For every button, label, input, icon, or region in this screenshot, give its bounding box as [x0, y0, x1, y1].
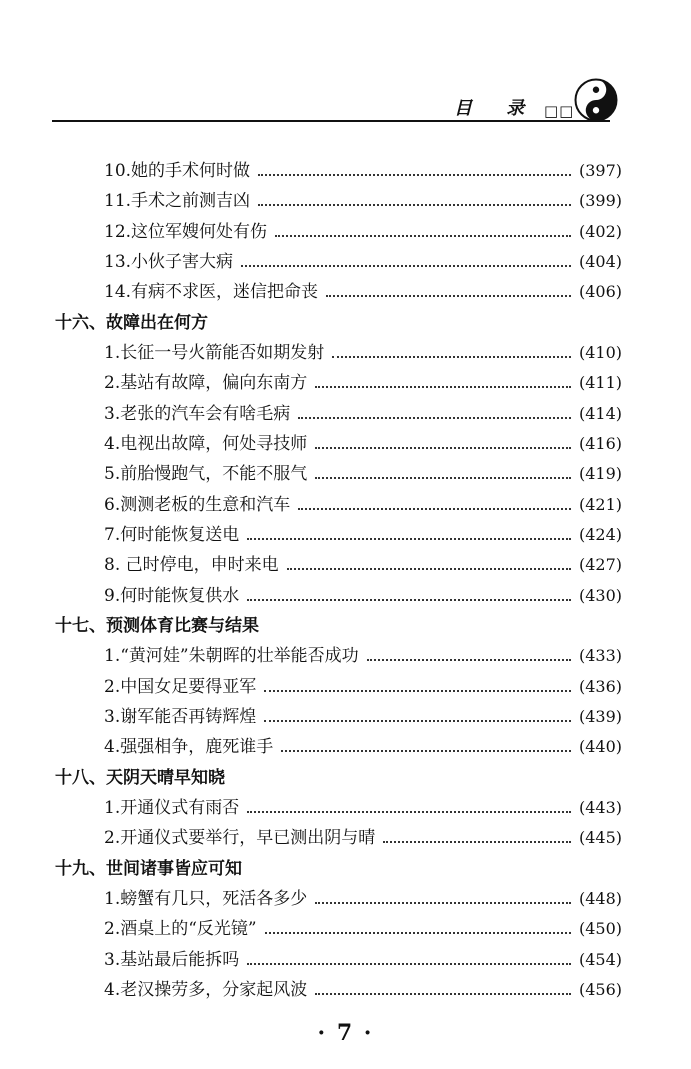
toc-entry: [104, 341, 622, 365]
entry-title: 13.小伙子害大病: [104, 252, 234, 272]
dot-leader: [315, 900, 571, 904]
entry-title: 1.螃蟹有几只，死活各多少: [104, 889, 308, 909]
entry-title: 10.她的手术何时做: [104, 161, 251, 181]
toc-entry: [104, 796, 622, 820]
entry-page: (402): [578, 222, 622, 241]
dot-leader: [315, 475, 571, 479]
toc-section-heading: [55, 766, 615, 790]
entry-title: 4.强强相争，鹿死谁手: [104, 737, 274, 757]
entry-page: (433): [578, 646, 622, 665]
entry-title: 1.开通仪式有雨否: [104, 798, 240, 818]
dot-leader: [383, 839, 571, 843]
toc-entry: [104, 553, 622, 577]
entry-title: 14.有病不求医，迷信把命丧: [104, 282, 319, 302]
dot-leader: [332, 354, 571, 358]
entry-page: (439): [578, 707, 622, 726]
entry-title: 2.开通仪式要举行，早已测出阴与晴: [104, 828, 376, 848]
header-placeholder-boxes: □□: [544, 102, 575, 120]
entry-page: (445): [578, 828, 622, 847]
entry-page: (411): [578, 373, 622, 392]
dot-leader: [258, 202, 571, 206]
entry-title: 12.这位军嫂何处有伤: [104, 222, 268, 242]
entry-title: 8. 己时停电，申时来电: [104, 555, 279, 575]
dot-leader: [258, 172, 571, 176]
toc-entry: [104, 826, 622, 850]
entry-title: 11.手术之前测吉凶: [104, 191, 251, 211]
toc-section-heading: [55, 614, 615, 638]
toc-entry: [104, 917, 622, 941]
entry-page: (443): [578, 798, 622, 817]
entry-page: (421): [578, 495, 622, 514]
section-title: 十七、预测体育比赛与结果: [55, 616, 259, 636]
entry-page: (450): [578, 919, 622, 938]
toc-entry: [104, 432, 622, 456]
toc-entry: [104, 220, 622, 244]
entry-page: (424): [578, 525, 622, 544]
entry-page: (440): [578, 737, 622, 756]
dot-leader: [315, 991, 571, 995]
header-rule: [52, 120, 610, 122]
entry-title: 7.何时能恢复送电: [104, 525, 240, 545]
running-header: [52, 78, 618, 128]
dot-leader: [326, 293, 571, 297]
entry-page: (430): [578, 586, 622, 605]
entry-page: (404): [578, 252, 622, 271]
entry-title: 2.酒桌上的“反光镜”: [104, 919, 257, 939]
toc-entry: [104, 371, 622, 395]
toc-entry: [104, 948, 622, 972]
entry-title: 9.何时能恢复供水: [104, 586, 240, 606]
section-title: 十八、天阴天晴早知晓: [55, 768, 225, 788]
section-title: 十六、故障出在何方: [55, 313, 208, 333]
entry-page: (448): [578, 889, 622, 908]
entry-page: (456): [578, 980, 622, 999]
toc-entry: [104, 462, 622, 486]
toc-entry: [104, 250, 622, 274]
toc-entry: [104, 978, 622, 1002]
toc-entry: [104, 735, 622, 759]
entry-page: (454): [578, 950, 622, 969]
entry-page: (410): [578, 343, 622, 362]
entry-page: (406): [578, 282, 622, 301]
entry-title: 3.基站最后能拆吗: [104, 950, 240, 970]
toc-entry: [104, 493, 622, 517]
entry-title: 3.谢军能否再铸辉煌: [104, 707, 257, 727]
dot-leader: [247, 961, 571, 965]
entry-title: 2.中国女足要得亚军: [104, 677, 257, 697]
entry-title: 3.老张的汽车会有啥毛病: [104, 404, 291, 424]
toc-entry: [104, 675, 622, 699]
dot-leader: [298, 506, 571, 510]
dot-leader: [281, 748, 571, 752]
taiji-icon: [574, 78, 618, 122]
entry-page: (419): [578, 464, 622, 483]
entry-title: 4.电视出故障，何处寻技师: [104, 434, 308, 454]
toc-entry: [104, 402, 622, 426]
toc-entry: [104, 280, 622, 304]
toc-entry: [104, 644, 622, 668]
entry-title: 4.老汉操劳多，分家起风波: [104, 980, 308, 1000]
toc-entry: [104, 584, 622, 608]
toc-entry: [104, 887, 622, 911]
dot-leader: [275, 233, 571, 237]
entry-title: 6.测测老板的生意和汽车: [104, 495, 291, 515]
section-title: 十九、世间诸事皆应可知: [55, 859, 242, 879]
dot-leader: [367, 657, 571, 661]
page-number: · 7 ·: [317, 1020, 374, 1046]
dot-leader: [247, 536, 571, 540]
entry-page: (427): [578, 555, 622, 574]
dot-leader: [264, 718, 571, 722]
entry-page: (397): [578, 161, 622, 180]
entry-title: 1.长征一号火箭能否如期发射: [104, 343, 325, 363]
toc-entry: [104, 705, 622, 729]
dot-leader: [247, 809, 571, 813]
dot-leader: [287, 566, 571, 570]
dot-leader: [241, 263, 571, 267]
entry-title: 5.前胎慢跑气，不能不服气: [104, 464, 308, 484]
entry-title: 1.“黄河娃”朱朝晖的壮举能否成功: [104, 646, 359, 666]
entry-title: 2.基站有故障，偏向东南方: [104, 373, 308, 393]
toc-section-heading: [55, 311, 615, 335]
toc-entry: [104, 523, 622, 547]
dot-leader: [247, 597, 571, 601]
entry-page: (416): [578, 434, 622, 453]
dot-leader: [315, 445, 571, 449]
toc-entry: [104, 189, 622, 213]
dot-leader: [298, 415, 571, 419]
toc-section-heading: [55, 857, 615, 881]
entry-page: (436): [578, 677, 622, 696]
dot-leader: [265, 930, 571, 934]
dot-leader: [315, 384, 571, 388]
entry-page: (399): [578, 191, 622, 210]
dot-leader: [264, 688, 571, 692]
entry-page: (414): [578, 404, 622, 423]
header-title: 目 录: [454, 98, 539, 119]
toc-entry: [104, 159, 622, 183]
